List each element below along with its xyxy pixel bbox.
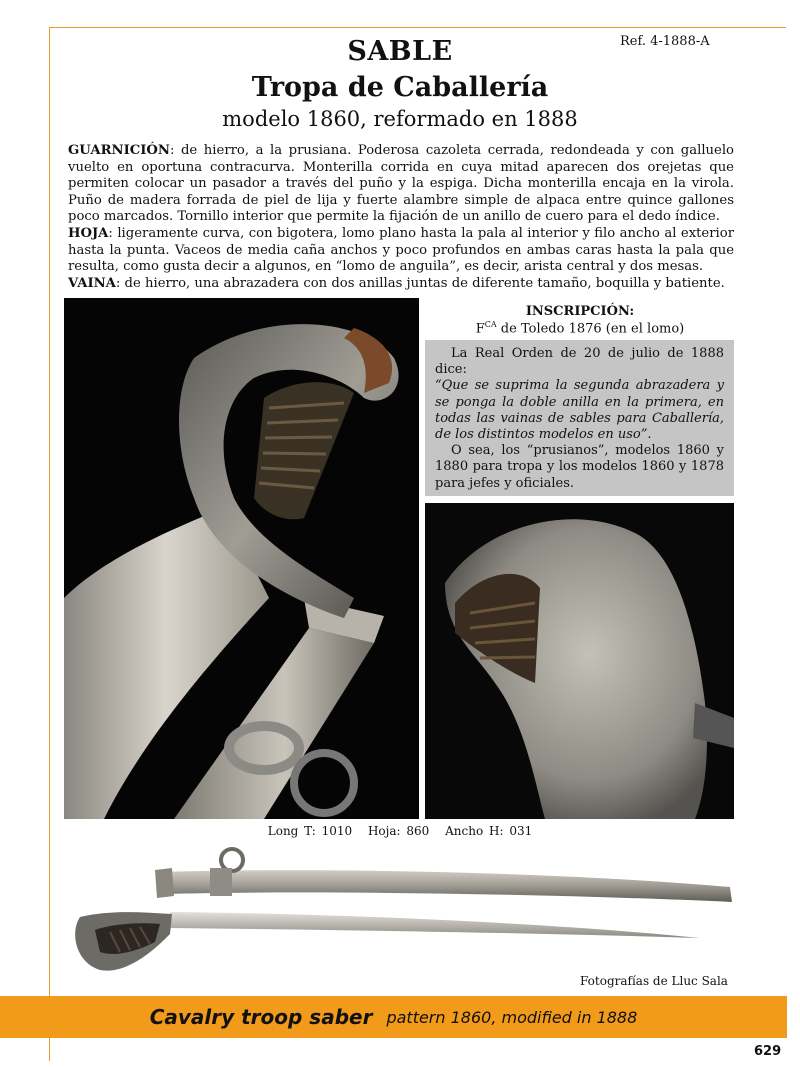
page-subtitle: Tropa de Caballería xyxy=(251,72,549,103)
english-title: Cavalry troop saber xyxy=(149,1005,373,1029)
photo-credit: Fotografías de Lluc Sala xyxy=(580,974,728,988)
photo-full-saber xyxy=(60,842,740,977)
page-title: SABLE xyxy=(347,36,453,67)
hoja-label: HOJA xyxy=(68,225,109,241)
guarnicion-text: : de hierro, a la prusiana. Poderosa cazoleta cerrada, redondeada y con galluelo vuelto en oportuna contracurva. Monterilla corrida en cuya mitad aparecen dos orejetas que permiten colocar un pasador a través del puño y la espiga. Dicha monterilla encaja en la virola. Puño de madera forrada de piel de lija y fuerte alambre simple de alpaca entre quince gallones poco marcados. Tornillo interior que permite la fijación de un anillo de cuero para el dedo índice. xyxy=(68,143,734,225)
hoja-paragraph xyxy=(68,226,734,276)
description-text xyxy=(68,143,734,292)
inscription-superscript: CA xyxy=(484,320,497,329)
inscription-heading-colon: : xyxy=(629,304,635,319)
note-intro: La Real Orden de 20 de julio de 1888 dice: xyxy=(435,346,724,378)
vaina-label: VAINA xyxy=(68,275,116,291)
measurements xyxy=(0,824,800,838)
guarnicion-label: GUARNICIÓN xyxy=(68,143,170,158)
inscription-detail: de Toledo 1876 (en el lomo) xyxy=(496,321,685,337)
photo-hilt-and-scabbard xyxy=(64,298,419,819)
reference-number: Ref. 4-1888-A xyxy=(620,34,710,49)
inscription-text xyxy=(425,320,735,336)
inscription-heading-label: INSCRIPCIÓN xyxy=(525,304,630,319)
english-subtitle: pattern 1860, modified in 1888 xyxy=(386,1007,638,1027)
vaina-paragraph xyxy=(68,276,734,293)
vaina-text: : de hierro, una abrazadera con dos anillas juntas de diferente tamaño, boquilla y batiente. xyxy=(115,275,725,291)
inscription-letter: F xyxy=(475,321,485,337)
measure-width: Ancho H: 031 xyxy=(445,824,533,838)
royal-order-note xyxy=(425,340,734,496)
page-number: 629 xyxy=(754,1044,782,1059)
model-line: modelo 1860, reformado en 1888 xyxy=(222,107,578,131)
hoja-text: : ligeramente curva, con bigotera, lomo plano hasta la pala al interior y filo ancho al exterior hasta la punta. Vaceos de media caña anchos y poco profundos en ambas caras hasta la pala que resulta, como gusta decir a algunos, en “lomo de anguila”, es decir, arista central y dos mesas. xyxy=(68,225,734,275)
measure-length: Long T: 1010 xyxy=(267,824,353,838)
measure-blade: Hoja: 860 xyxy=(367,824,430,838)
note-quote: “Que se suprima la segunda abrazadera y se ponga la doble anilla en la primera, en todas las vainas de sables para Caballería, de los distintos modelos en uso”. xyxy=(435,378,724,443)
guarnicion-paragraph xyxy=(68,143,734,226)
note-conclusion: O sea, los “prusianos”, modelos 1860 y 1880 para tropa y los modelos 1860 y 1878 para jefes y oficiales. xyxy=(435,443,724,491)
photo-guard-closeup xyxy=(425,503,734,819)
english-title-banner xyxy=(0,996,787,1038)
inscription-heading xyxy=(425,304,735,319)
